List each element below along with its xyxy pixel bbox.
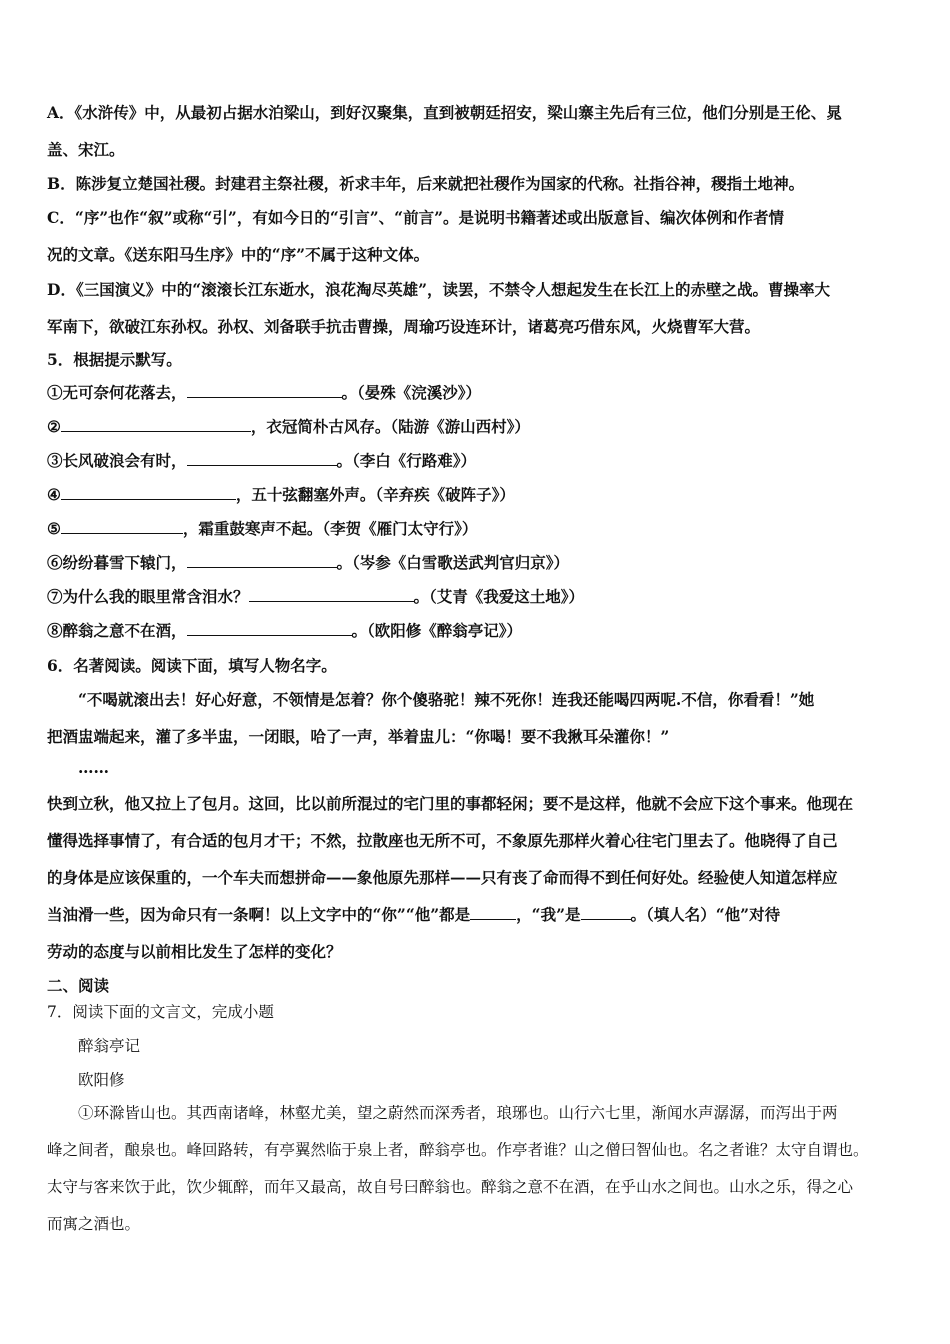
q5-item-8-text: ⑧醉翁之意不在酒， xyxy=(47,621,187,640)
article-para1-line1: ①环滁皆山也。其西南诸峰，林壑尤美，望之蔚然而深秀者，琅琊也。山行六七里，渐闻水声潺潺，而泻出于两 xyxy=(78,1104,838,1122)
q5-item-6-text: ⑥纷纷暮雪下辕门， xyxy=(47,553,187,572)
q6-passage2-line5: 劳动的态度与以前相比发生了怎样的变化？ xyxy=(47,942,342,961)
article-para1-line4: 而寓之酒也。 xyxy=(47,1215,141,1233)
q5-item-6 xyxy=(47,551,569,573)
q5-item-4-text: ④ xyxy=(47,485,61,504)
q5-item-7-source: 。（艾青《我爱这土地》） xyxy=(413,587,585,606)
option-c-line1: C．“序”也作“叙”或称“引”，有如今日的“引言”、“前言”。是说明书籍著述或出版意旨、编次体例和作者情 xyxy=(47,208,784,227)
q5-item-7 xyxy=(47,585,584,607)
option-b: B．陈涉复立楚国社稷。封建君主祭社稷，祈求丰年，后来就把社稷作为国家的代称。社指谷神，稷指土地神。 xyxy=(47,174,805,193)
q5-item-7-text: ⑦为什么我的眼里常含泪水？ xyxy=(47,587,249,606)
q5-item-1 xyxy=(47,381,481,403)
article-author: 欧阳修 xyxy=(78,1071,125,1089)
option-a-line1: A．《水浒传》中，从最初占据水泊梁山，到好汉聚集，直到被朝廷招安，梁山寨主先后有三位，他们分别是王伦、晁 xyxy=(47,103,842,122)
answer-blank[interactable] xyxy=(187,383,342,398)
q6-question-text-c: 。（填人名）“他”对待 xyxy=(630,905,781,924)
q5-item-3-source: 。（李白《行路难》） xyxy=(336,451,477,470)
q5-item-2-source: ，衣冠简朴古风存。（陆游《游山西村》） xyxy=(250,417,530,436)
q6-passage2-line4 xyxy=(47,903,780,925)
q6-passage2-line1: 快到立秋，他又拉上了包月。这回，比以前所混过的宅门里的事都轻闲；要不是这样，他就不会应下这个事来。他现在 xyxy=(47,794,854,813)
q5-item-4 xyxy=(47,483,515,505)
article-title: 醉翁亭记 xyxy=(78,1037,141,1055)
section-2-heading: 二、阅读 xyxy=(47,976,110,995)
option-c-line2: 况的文章。《送东阳马生序》中的“序”不属于这种文体。 xyxy=(47,245,430,264)
q5-item-1-text: ①无可奈何花落去， xyxy=(47,383,187,402)
q7-title: 7．阅读下面的文言文，完成小题 xyxy=(47,1003,274,1021)
answer-blank-me[interactable] xyxy=(581,905,631,920)
answer-blank[interactable] xyxy=(61,485,236,500)
answer-blank-he[interactable] xyxy=(470,905,516,920)
q5-item-5-source: ，霜重鼓寒声不起。（李贺《雁门太守行》） xyxy=(182,519,478,538)
q5-item-8-source: 。（欧阳修《醉翁亭记》） xyxy=(351,621,523,640)
article-para1-line3: 太守与客来饮于此，饮少辄醉，而年又最高，故自号曰醉翁也。醉翁之意不在酒，在乎山水之间也。山水之乐，得之心 xyxy=(47,1178,854,1196)
q5-item-1-source: 。（晏殊《浣溪沙》） xyxy=(341,383,482,402)
q6-question-text-a: 当油滑一些，因为命只有一条啊！以上文字中的“你”“他”都是 xyxy=(47,905,471,924)
q5-title: 5．根据提示默写。 xyxy=(47,350,182,369)
q6-passage1-line1: “不喝就滚出去！好心好意，不领情是怎着？你个傻骆驼！辣不死你！连我还能喝四两呢.不信，你看看！”她 xyxy=(78,690,815,709)
option-d-line2: 军南下，欲破江东孙权。孙权、刘备联手抗击曹操，周瑜巧设连环计，诸葛亮巧借东风，火烧曹军大营。 xyxy=(47,317,761,336)
answer-blank[interactable] xyxy=(249,587,414,602)
q5-item-2 xyxy=(47,415,530,437)
answer-blank[interactable] xyxy=(187,621,352,636)
answer-blank[interactable] xyxy=(61,519,183,534)
q6-title: 6．名著阅读。阅读下面，填写人物名字。 xyxy=(47,656,337,675)
answer-blank[interactable] xyxy=(187,553,337,568)
option-a-line2: 盖、宋江。 xyxy=(47,140,125,159)
q6-passage1-line2: 把酒盅端起来，灌了多半盅，一闭眼，哈了一声，举着盅儿：“你喝！要不我揪耳朵灌你！” xyxy=(47,727,670,746)
q5-item-6-source: 。（岑参《白雪歌送武判官归京》） xyxy=(336,553,570,572)
q5-item-5 xyxy=(47,517,477,539)
q6-ellipsis: …… xyxy=(78,758,109,777)
q5-item-2-text: ② xyxy=(47,417,61,436)
q5-item-4-source: ，五十弦翻塞外声。（辛弃疾《破阵子》） xyxy=(235,485,515,504)
answer-blank[interactable] xyxy=(61,417,251,432)
q6-question-text-b: ，“我”是 xyxy=(516,905,581,924)
option-d-line1: D．《三国演义》中的“滚滚长江东逝水，浪花淘尽英雄”，读罢，不禁令人想起发生在长江上的赤壁之战。曹操率大 xyxy=(47,280,831,299)
q5-item-8 xyxy=(47,619,522,641)
answer-blank[interactable] xyxy=(187,451,337,466)
q5-item-3-text: ③长风破浪会有时， xyxy=(47,451,187,470)
q5-item-3 xyxy=(47,449,476,471)
article-para1-line2: 峰之间者，酿泉也。峰回路转，有亭翼然临于泉上者，醉翁亭也。作亭者谁？山之僧曰智仙也。名之者谁？太守自谓也。 xyxy=(47,1141,869,1159)
q6-passage2-line2: 懂得选择事情了，有合适的包月才干；不然，拉散座也无所不可，不象原先那样火着心往宅门里去了。他晓得了自己 xyxy=(47,831,838,850)
q5-item-5-text: ⑤ xyxy=(47,519,61,538)
q6-passage2-line3: 的身体是应该保重的，一个车夫而想拼命——象他原先那样——只有丧了命而得不到任何好处。经验使人知道怎样应 xyxy=(47,868,838,887)
